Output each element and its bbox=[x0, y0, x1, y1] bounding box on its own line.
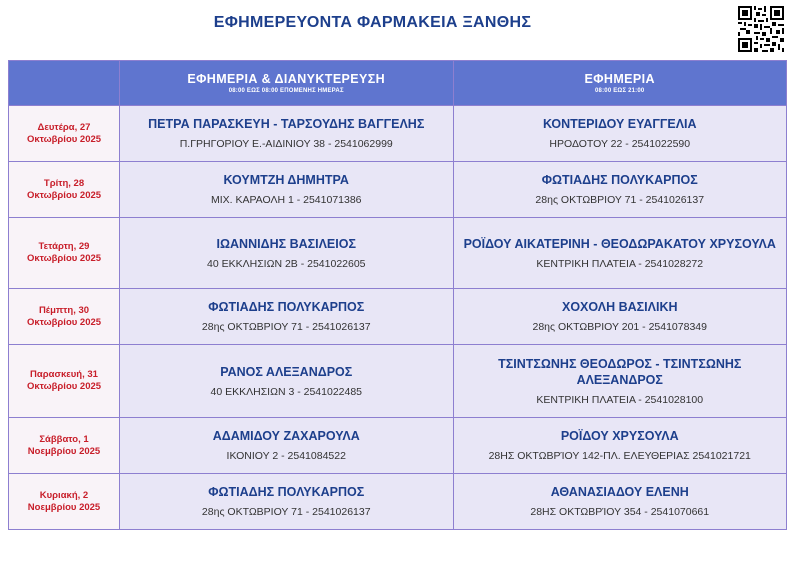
date-label: Οκτωβρίου 2025 bbox=[26, 253, 102, 264]
pharmacy-name: ΧΟΧΟΛΗ ΒΑΣΙΛΙΚΗ bbox=[561, 300, 678, 314]
day-duty-cell bbox=[453, 418, 787, 474]
pharmacy-address: 40 ΕΚΚΛΗΣΙΩΝ 3 - 2541022485 bbox=[210, 385, 363, 398]
page-title: ΕΦΗΜΕΡΕΥΟΝΤΑ ΦΑΡΜΑΚΕΙΑ ΞΑΝΘΗΣ bbox=[213, 14, 532, 31]
date-label: Οκτωβρίου 2025 bbox=[26, 133, 102, 145]
date-label: Νοεμβρίου 2025 bbox=[27, 501, 101, 513]
day-cell bbox=[9, 218, 120, 289]
pharmacy-address: 28ης ΟΚΤΩΒΡΙΟΥ 201 - 2541078349 bbox=[532, 321, 707, 333]
pharmacy-name: ΡΟΪΔΟΥ ΑΙΚΑΤΕΡΙΝΗ - ΘΕΟΔΩΡΑΚΑΤΟΥ ΧΡΥΣΟΥΛΑ bbox=[463, 236, 776, 251]
pharmacy-name: ΠΕΤΡΑ ΠΑΡΑΣΚΕΥΗ - ΤΑΡΣΟΥΔΗΣ ΒΑΓΓΕΛΗΣ bbox=[148, 117, 425, 131]
pharmacy-name: ΡΑΝΟΣ ΑΛΕΞΑΝΔΡΟΣ bbox=[220, 364, 353, 379]
table-row bbox=[9, 289, 787, 345]
pharmacy-name: ΙΩΑΝΝΙΔΗΣ ΒΑΣΙΛΕΙΟΣ bbox=[216, 236, 356, 251]
pharmacy-schedule-table bbox=[8, 60, 787, 530]
night-duty-cell bbox=[120, 218, 454, 289]
pharmacy-name: ΦΩΤΙΑΔΗΣ ΠΟΛΥΚΑΡΠΟΣ bbox=[208, 300, 365, 314]
night-duty-cell bbox=[120, 474, 454, 530]
pharmacy-name: ΚΟΥΜΤΖΗ ΔΗΜΗΤΡΑ bbox=[223, 173, 349, 187]
date-label: Οκτωβρίου 2025 bbox=[26, 316, 102, 328]
day-duty-cell bbox=[453, 218, 787, 289]
header-day-duty bbox=[453, 61, 787, 106]
pharmacy-name: ΑΔΑΜΙΔΟΥ ΖΑΧΑΡΟΥΛΑ bbox=[212, 429, 360, 443]
day-duty-cell bbox=[453, 289, 787, 345]
day-label: Δευτέρα, 27 bbox=[37, 121, 91, 133]
table-header-row bbox=[9, 61, 787, 106]
table-row bbox=[9, 474, 787, 530]
pharmacy-address: 28ης ΟΚΤΩΒΡΙΟΥ 71 - 2541026137 bbox=[201, 506, 371, 518]
pharmacy-name: ΦΩΤΙΑΔΗΣ ΠΟΛΥΚΑΡΠΟΣ bbox=[208, 485, 365, 499]
night-duty-cell bbox=[120, 162, 454, 218]
day-label: Σάββατο, 1 bbox=[39, 433, 89, 445]
pharmacy-name: ΑΘΑΝΑΣΙΑΔΟΥ ΕΛΕΝΗ bbox=[550, 485, 689, 499]
pharmacy-address: ΙΚΟΝΙΟΥ 2 - 2541084522 bbox=[226, 450, 346, 462]
pharmacy-address: 28ης ΟΚΤΩΒΡΙΟΥ 71 - 2541026137 bbox=[201, 321, 371, 333]
pharmacy-name: ΤΣΙΝΤΣΩΝΗΣ ΘΕΟΔΩΡΟΣ - ΤΣΙΝΤΣΩΝΗΣ ΑΛΕΞΑΝΔΡΟΣ bbox=[498, 356, 742, 387]
day-cell bbox=[9, 474, 120, 530]
day-duty-cell bbox=[453, 162, 787, 218]
day-label: Τετάρτη, 29 bbox=[38, 241, 90, 252]
header-day-duty-title: ΕΦΗΜΕΡΙΑ bbox=[584, 72, 655, 86]
header-night-duty bbox=[120, 61, 454, 106]
date-label: Οκτωβρίου 2025 bbox=[26, 189, 102, 201]
table-row bbox=[9, 418, 787, 474]
day-cell bbox=[9, 289, 120, 345]
day-duty-cell bbox=[453, 106, 787, 162]
header-night-duty-hours: 08:00 ΕΩΣ 08:00 ΕΠΟΜΕΝΗΣ ΗΜΕΡΑΣ bbox=[228, 88, 344, 94]
day-duty-cell bbox=[453, 474, 787, 530]
qr-code-icon[interactable] bbox=[738, 6, 784, 52]
night-duty-cell bbox=[120, 418, 454, 474]
pharmacy-name: ΦΩΤΙΑΔΗΣ ΠΟΛΥΚΑΡΠΟΣ bbox=[541, 173, 698, 187]
pharmacy-address: ΜΙΧ. ΚΑΡΑΟΛΗ 1 - 2541071386 bbox=[210, 194, 362, 206]
day-label: Παρασκευή, 31 bbox=[30, 369, 98, 380]
pharmacy-address: 28ης ΟΚΤΩΒΡΙΟΥ 71 - 2541026137 bbox=[535, 194, 705, 206]
pharmacy-address: ΚΕΝΤΡΙΚΗ ΠΛΑΤΕΙΑ - 2541028100 bbox=[536, 393, 704, 406]
day-label: Πέμπτη, 30 bbox=[38, 304, 90, 316]
day-cell bbox=[9, 162, 120, 218]
table-row bbox=[9, 106, 787, 162]
pharmacy-address: ΗΡΟΔΟΤΟΥ 22 - 2541022590 bbox=[549, 138, 691, 150]
pharmacy-address: 28ΗΣ ΟΚΤΩΒΡΊΟΥ 354 - 2541070661 bbox=[530, 506, 710, 518]
day-label: Κυριακή, 2 bbox=[39, 489, 89, 501]
header-night-duty-title: ΕΦΗΜΕΡΙΑ & ΔΙΑΝΥΚΤΕΡΕΥΣΗ bbox=[187, 72, 386, 86]
date-label: Οκτωβρίου 2025 bbox=[26, 381, 102, 392]
table-row bbox=[9, 345, 787, 418]
day-cell bbox=[9, 106, 120, 162]
day-duty-cell bbox=[453, 345, 787, 418]
night-duty-cell bbox=[120, 345, 454, 418]
table-row bbox=[9, 162, 787, 218]
night-duty-cell bbox=[120, 106, 454, 162]
day-cell bbox=[9, 418, 120, 474]
pharmacy-address: Π.ΓΡΗΓΟΡΙΟΥ Ε.-ΑΙΔΙΝΙΟΥ 38 - 2541062999 bbox=[179, 138, 393, 150]
header-day-duty-hours: 08:00 ΕΩΣ 21:00 bbox=[595, 88, 645, 94]
pharmacy-address: ΚΕΝΤΡΙΚΗ ΠΛΑΤΕΙΑ - 2541028272 bbox=[536, 257, 704, 270]
pharmacy-address: 28ΗΣ ΟΚΤΩΒΡΊΟΥ 142-ΠΛ. ΕΛΕΥΘΕΡΙΑΣ 2541021721 bbox=[488, 450, 751, 462]
header-corner bbox=[9, 61, 120, 106]
table-row bbox=[9, 218, 787, 289]
night-duty-cell bbox=[120, 289, 454, 345]
date-label: Νοεμβρίου 2025 bbox=[27, 445, 101, 457]
pharmacy-address: 40 ΕΚΚΛΗΣΙΩΝ 2Β - 2541022605 bbox=[206, 257, 366, 270]
pharmacy-name: ΡΟΪΔΟΥ ΧΡΥΣΟΥΛΑ bbox=[560, 429, 679, 443]
day-label: Τρίτη, 28 bbox=[43, 177, 85, 189]
day-cell bbox=[9, 345, 120, 418]
pharmacy-name: ΚΟΝΤΕΡΙΔΟΥ ΕΥΑΓΓΕΛΙΑ bbox=[542, 117, 697, 131]
